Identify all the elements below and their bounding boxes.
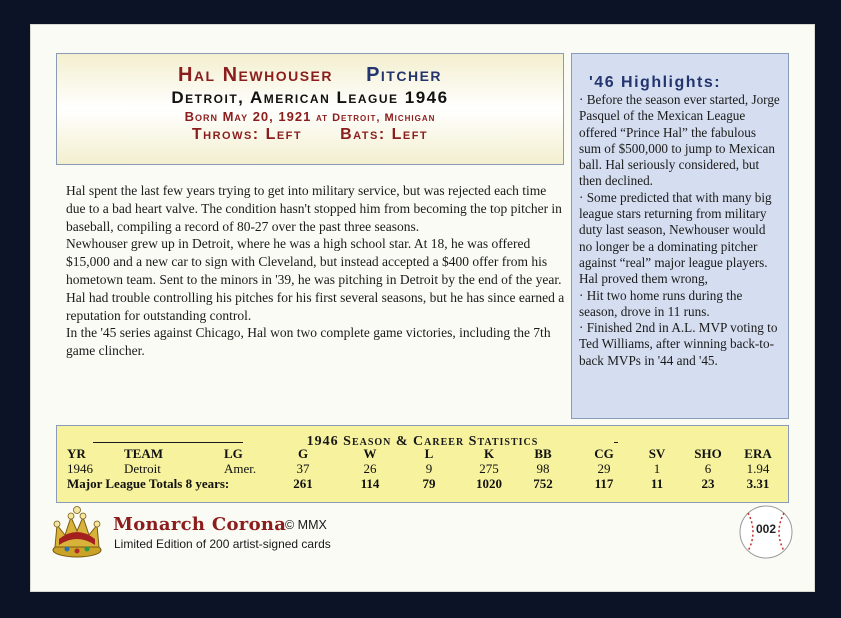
highlight-item: · Hit two home runs during the season, drove in 11 runs. [579,287,743,319]
stats-header-lg: LG [224,446,243,461]
highlights-box [571,53,789,419]
stats-header-g: G [297,446,309,461]
stats-header-cg: CG [594,446,614,461]
throws-bats-line [57,126,563,144]
stats-header-team: TEAM [124,446,163,461]
brand-name: Monarch Corona [113,514,287,535]
highlight-item: · Some predicted that with many big league stars returning from military duty last season, Newhouser would no longer be a dominating pitcher against “real” major league players. Hal proved them wrong, [579,189,772,287]
career-sho: 23 [701,476,715,491]
season-sv: 1 [653,461,661,476]
highlight-item: · Finished 2nd in A.L. MVP voting to Ted Williams, after winning back-to-back MVPs in '44 and '45. [579,320,778,368]
stats-header-bb: BB [534,446,552,461]
birth-place: at Detroit, Michigan [315,112,436,124]
bio-paragraph: Hal spent the last few years trying to get into military service, but was rejected each time due to a bad heart valve. The condition hasn't stopped him from becoming the top pitcher in baseball, compiling a record of 80-27 over the past three seasons. [66,183,562,234]
bio-paragraph: Hal had trouble controlling his pitches for his first several seasons, but he has since earned a reputation for outstanding control. [66,289,565,323]
highlight-item: · Before the season ever started, Jorge Pasquel of the Mexican League offered “Prince Hal” the fabulous sum of $500,000 to jump to Mexican ball. Hal seriously considered, but then declined. [579,92,780,189]
career-bb: 752 [533,476,553,491]
player-name: Hal Newhouser [177,64,334,86]
card-number: 002 [755,522,777,536]
trading-card-back [30,24,815,592]
career-sv: 11 [650,476,664,491]
stats-header-era: ERA [744,446,772,461]
team-line: Detroit, American League 1946 [171,88,449,107]
season-cg: 29 [597,461,611,476]
bats-label: Bats: Left [340,126,429,143]
season-bb: 98 [536,461,550,476]
stats-header-k: K [483,446,495,461]
birth-date: Born May 20, 1921 [184,109,312,124]
career-cg: 117 [594,476,614,491]
career-era: 3.31 [746,476,770,491]
stats-table [56,425,789,503]
bio-paragraph: Newhouser grew up in Detroit, where he was a high school star. At 18, he was offered $15,000 and a new car to sign with Cleveland, but instead accepted a $400 offer from his hometown team. Sent to the minors in '39, he was pitching in Detroit by the end of the year. [66,236,562,287]
season-sho: 6 [704,461,712,476]
player-bio [66,182,566,360]
bio-paragraph: In the '45 series against Chicago, Hal won two complete game victories, including the 7th game clincher. [66,325,551,359]
season-g: 37 [296,461,310,476]
stats-header-sv: SV [648,446,666,461]
career-k: 1020 [476,476,502,491]
crown-icon [49,503,105,559]
stats-title: 1946 Season & Career Statistics [306,434,539,449]
season-lg: Amer. [224,461,257,476]
career-l: 79 [422,476,436,491]
stats-header-sho: SHO [694,446,722,461]
player-position: Pitcher [366,64,443,86]
player-header [56,53,564,165]
birth-line [57,109,563,124]
throws-label: Throws: Left [191,126,303,143]
season-yr: 1946 [67,461,93,476]
season-l: 9 [425,461,433,476]
limited-edition-note: Limited Edition of 200 artist-signed cards [114,537,331,551]
season-w: 26 [363,461,377,476]
stats-title-rule [614,442,618,443]
season-k: 275 [479,461,499,476]
career-label: Major League Totals 8 years: [67,476,230,491]
season-era: 1.94 [746,461,770,476]
stats-header-w: W [363,446,377,461]
stats-header-l: L [424,446,434,461]
career-w: 114 [360,476,380,491]
copyright: © MMX [285,518,327,532]
stats-header-yr: YR [67,446,86,461]
highlights-title: '46 Highlights: [589,74,722,91]
career-g: 261 [293,476,313,491]
season-team: Detroit [124,461,161,476]
